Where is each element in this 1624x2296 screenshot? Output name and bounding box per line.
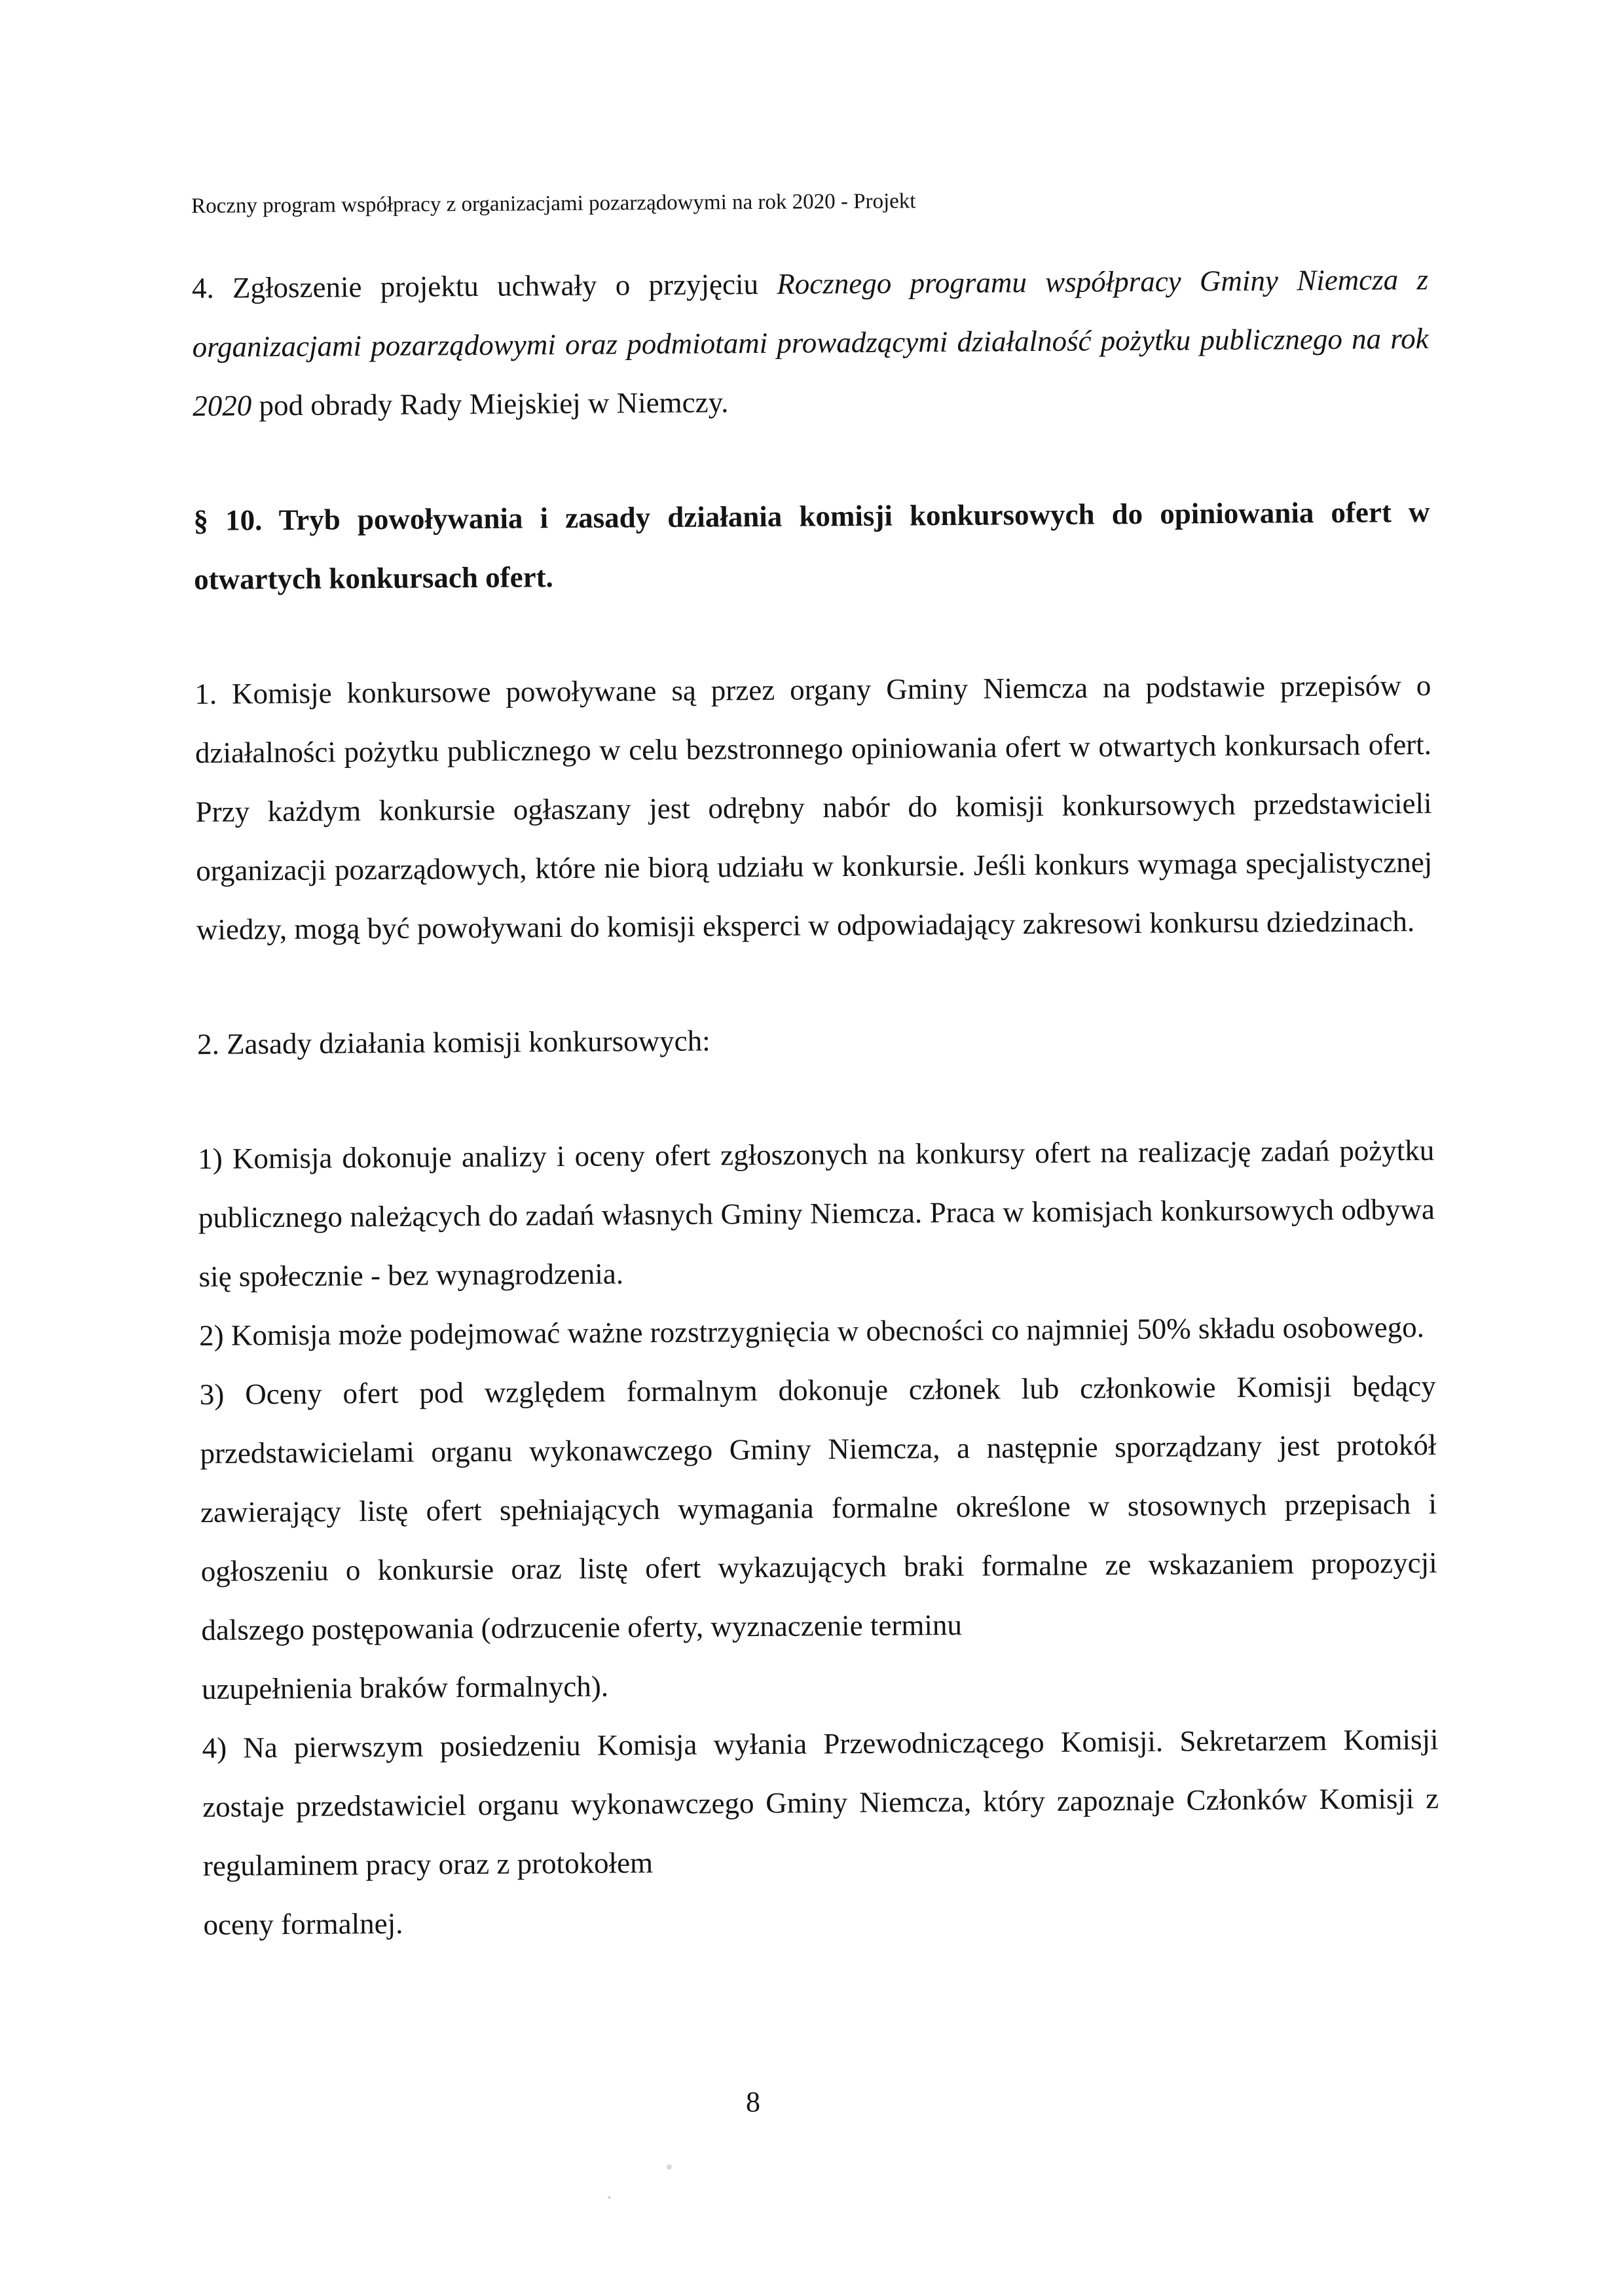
subclause-4-paragraph [202, 1710, 1439, 1954]
subclause-4-tail-text: oceny formalnej. [203, 1906, 403, 1942]
page-number: 8 [746, 2086, 760, 2118]
clause-2-lead-paragraph: 2. Zasady działania komisji konkursowych: [196, 1024, 710, 1061]
intro-tail-text: pod obrady Rady Miejskiej w Niemczy. [251, 386, 729, 422]
subclause-1-paragraph: 1) Komisja dokonuje analizy i oceny ofert zgłoszonych na konkursy ofert na realizację zadań pożytku publicznego należących do zadań własnych Gminy Niemcza. Praca w komisjach konkursowych odbywa się społecznie - bez wynagrodzenia. [198, 1133, 1435, 1294]
running-header: Roczny program współpracy z organizacjami pozarządowymi na rok 2020 - Projekt [191, 189, 916, 218]
subclause-3-tail-text: uzupełnienia braków formalnych). [201, 1669, 609, 1706]
subclause-4-main-text: 4) Na pierwszym posiedzeniu Komisja wyłania Przewodniczącego Komisji. Sekretarzem Komisji zostaje przedstawiciel organu wykonawczego Gminy Niemcza, który zapoznaje Członków Komisji z regulaminem pracy oraz z protokołem [202, 1722, 1439, 1883]
intro-paragraph [192, 250, 1430, 435]
page-content [191, 183, 1440, 1954]
scan-artifact [608, 2196, 611, 2199]
subclause-3-paragraph [200, 1357, 1439, 1719]
scan-artifact [667, 2164, 672, 2170]
section-10-heading: § 10. Tryb powoływania i zasady działania komisji konkursowych do opiniowania ofert w otwartych konkursach ofert. [193, 495, 1430, 596]
intro-lead-text: 4. Zgłoszenie projektu uchwały o przyjęciu [191, 267, 777, 305]
subclause-2-paragraph: 2) Komisja może podejmować ważne rozstrzygnięcia w obecności co najmniej 50% składu osobowego. [199, 1311, 1425, 1353]
program-title-italic: Rocznego programu współpracy Gminy Niemcza z organizacjami pozarządowymi oraz podmiotami prowadzącymi działalność pożytku publicznego na rok 2020 [192, 263, 1429, 423]
clause-1-paragraph: 1. Komisje konkursowe powoływane są przez organy Gminy Niemcza na podstawie przepisów o działalności pożytku publicznego w celu bezstronnego opiniowania ofert w otwartych konkursach ofert. Przy każdym konkursie ogłaszany jest odrębny nabór do komisji konkursowych przedstawicieli organizacji pozarządowych, które nie biorą udziału w konkursie. Jeśli konkurs wymaga specjalistycznej wiedzy, mogą być powoływani do komisji eksperci w odpowiadający zakresowi konkursu dziedzinach. [194, 668, 1433, 947]
subclause-3-main-text: 3) Oceny ofert pod względem formalnym dokonuje członek lub członkowie Komisji będący przedstawicielami organu wykonawczego Gminy Niemcza, a następnie sporządzany jest protokół zawierający listę ofert spełniających wymagania formalne określone w stosownych przepisach i ogłoszeniu o konkursie oraz listę ofert wykazujących braki formalne ze wskazaniem propozycji dalszego postępowania (odrzucenie oferty, wyznaczenie terminu [199, 1369, 1437, 1647]
